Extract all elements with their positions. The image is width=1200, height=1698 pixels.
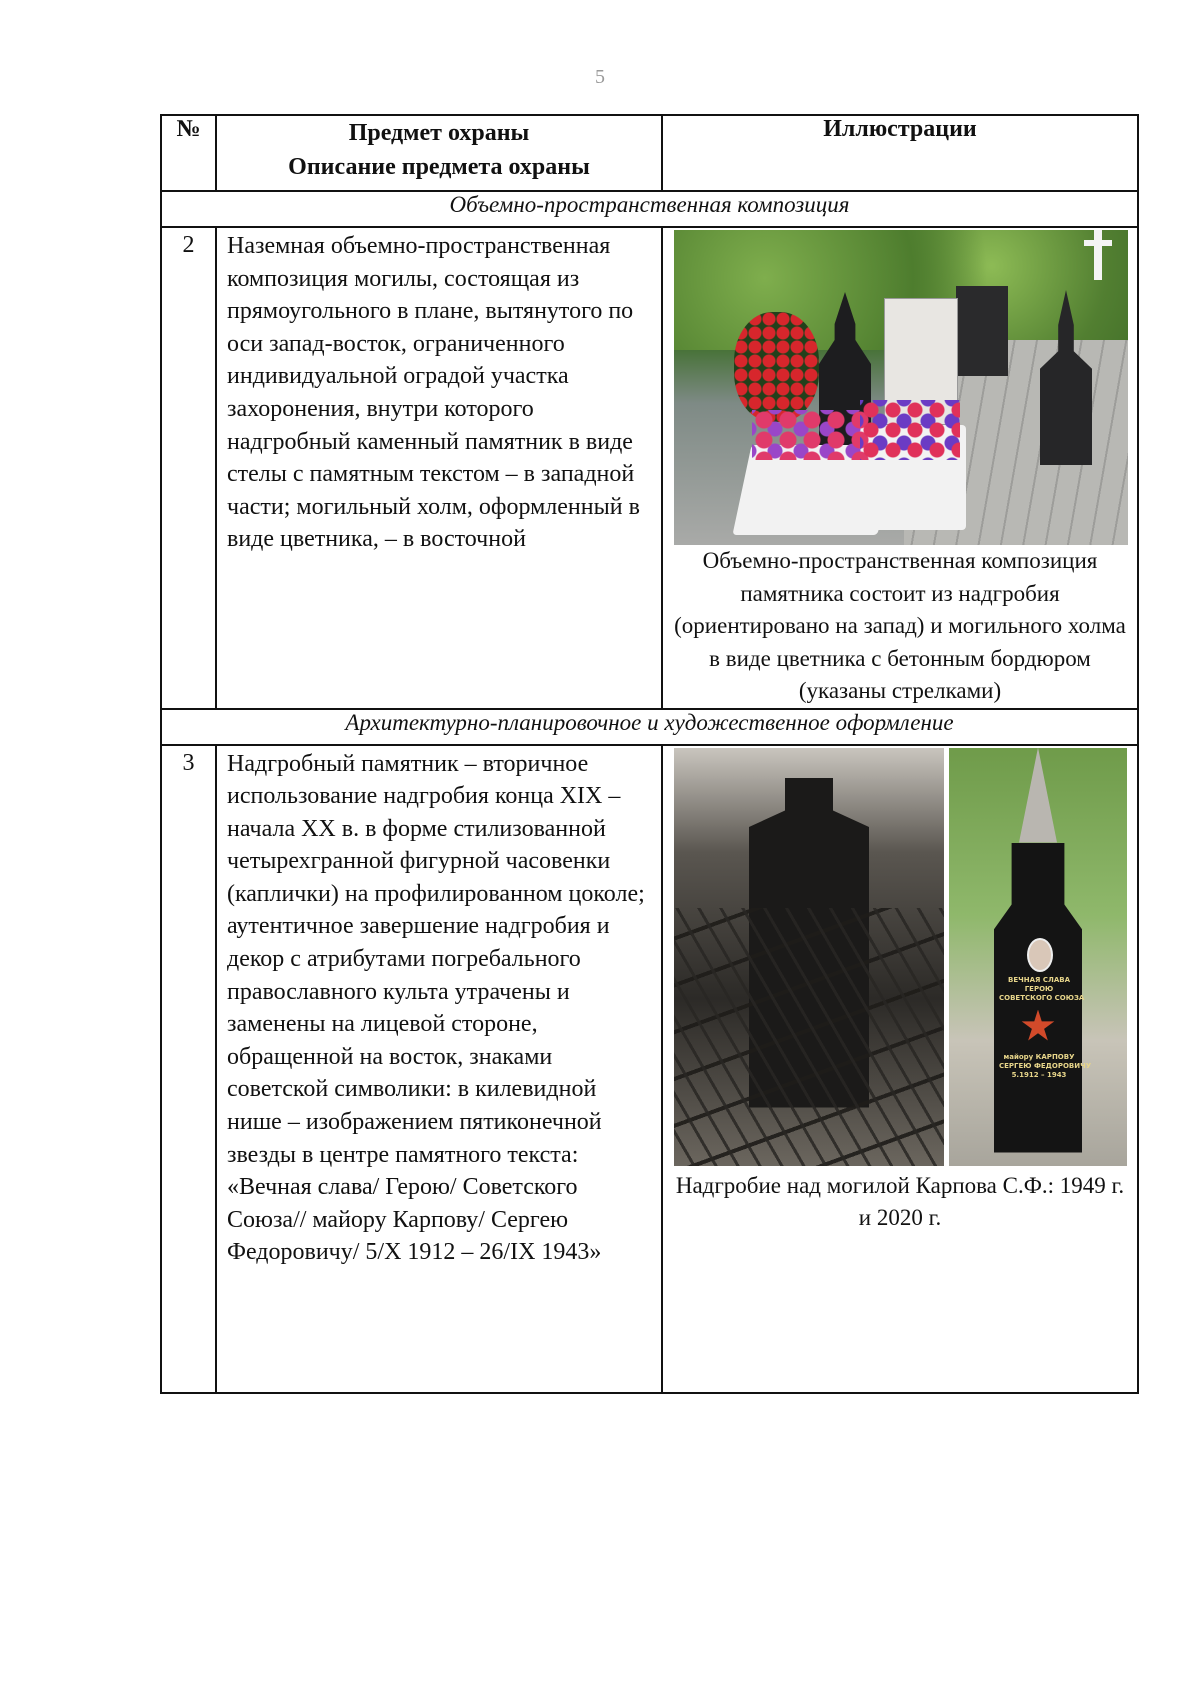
row-illustration: [662, 745, 1138, 1393]
grave-composition-photo: [674, 230, 1128, 545]
photo-caption: Надгробие над могилой Карпова С.Ф.: 1949 г. и 2020 г.: [675, 1172, 1125, 1230]
photo-caption: Объемно-пространственная композиция памятника состоит из надгробия (ориентировано на запад) и могильного холма в виде цветника с бетонным бордюром (указаны стрелками): [674, 548, 1126, 703]
section-title: Архитектурно-планировочное и художественное оформление: [161, 709, 1138, 745]
current-photo-2020: [949, 748, 1127, 1166]
page-number: 5: [595, 66, 605, 88]
section-row: [161, 709, 1138, 745]
section-title: Объемно-пространственная композиция: [161, 191, 1138, 227]
row-illustration: [662, 227, 1138, 709]
row-number: 3: [161, 745, 216, 1393]
header-subject-line1: Предмет охраны: [348, 120, 530, 146]
header-subject-line2: Описание предмета охраны: [288, 154, 590, 180]
historic-photo-1949: [674, 748, 944, 1166]
header-num: №: [161, 115, 216, 191]
monument-inscription-lower: майору КАРПОВУ СЕРГЕЮ ФЕДОРОВИЧУ 5.1912 – 1943: [999, 1052, 1092, 1079]
table-row: [161, 745, 1138, 1393]
table-header-row: [161, 115, 1138, 191]
row-description: Наземная объемно-пространственная композиция могилы, состоящая из прямоугольного в плане, вытянутого по оси запад-восток, ограниченного индивидуальной оградой участка захоронения, внутри которого надгробный каменный памятник в виде стелы с памятным текстом – в западной части; могильный холм, оформленный в виде цветника, – в восточной: [216, 227, 662, 709]
header-subject: [216, 115, 662, 191]
monument-inscription: ВЕЧНАЯ СЛАВА ГЕРОЮ СОВЕТСКОГО СОЮЗА: [999, 975, 1085, 1002]
row-description: Надгробный памятник – вторичное использование надгробия конца XIX – начала XX в. в форме стилизованной четырехгранной фигурной часовенки (каплички) на профилированном цоколе; аутентичное завершение надгробия и декор с атрибутами погребального православного культа утрачены и заменены на лицевой стороне, обращенной на восток, знаками советской символики: в килевидной нише – изображением пятиконечной звезды в центре памятного текста: «Вечная слава/ Герою/ Советского Союза// майору Карпову/ Сергею Федоровичу/ 5/X 1912 – 26/IX 1943»: [216, 745, 662, 1393]
row-number: 2: [161, 227, 216, 709]
header-illustrations: Иллюстрации: [662, 115, 1138, 191]
protection-table: [160, 114, 1139, 1394]
table-row: [161, 227, 1138, 709]
section-row: [161, 191, 1138, 227]
